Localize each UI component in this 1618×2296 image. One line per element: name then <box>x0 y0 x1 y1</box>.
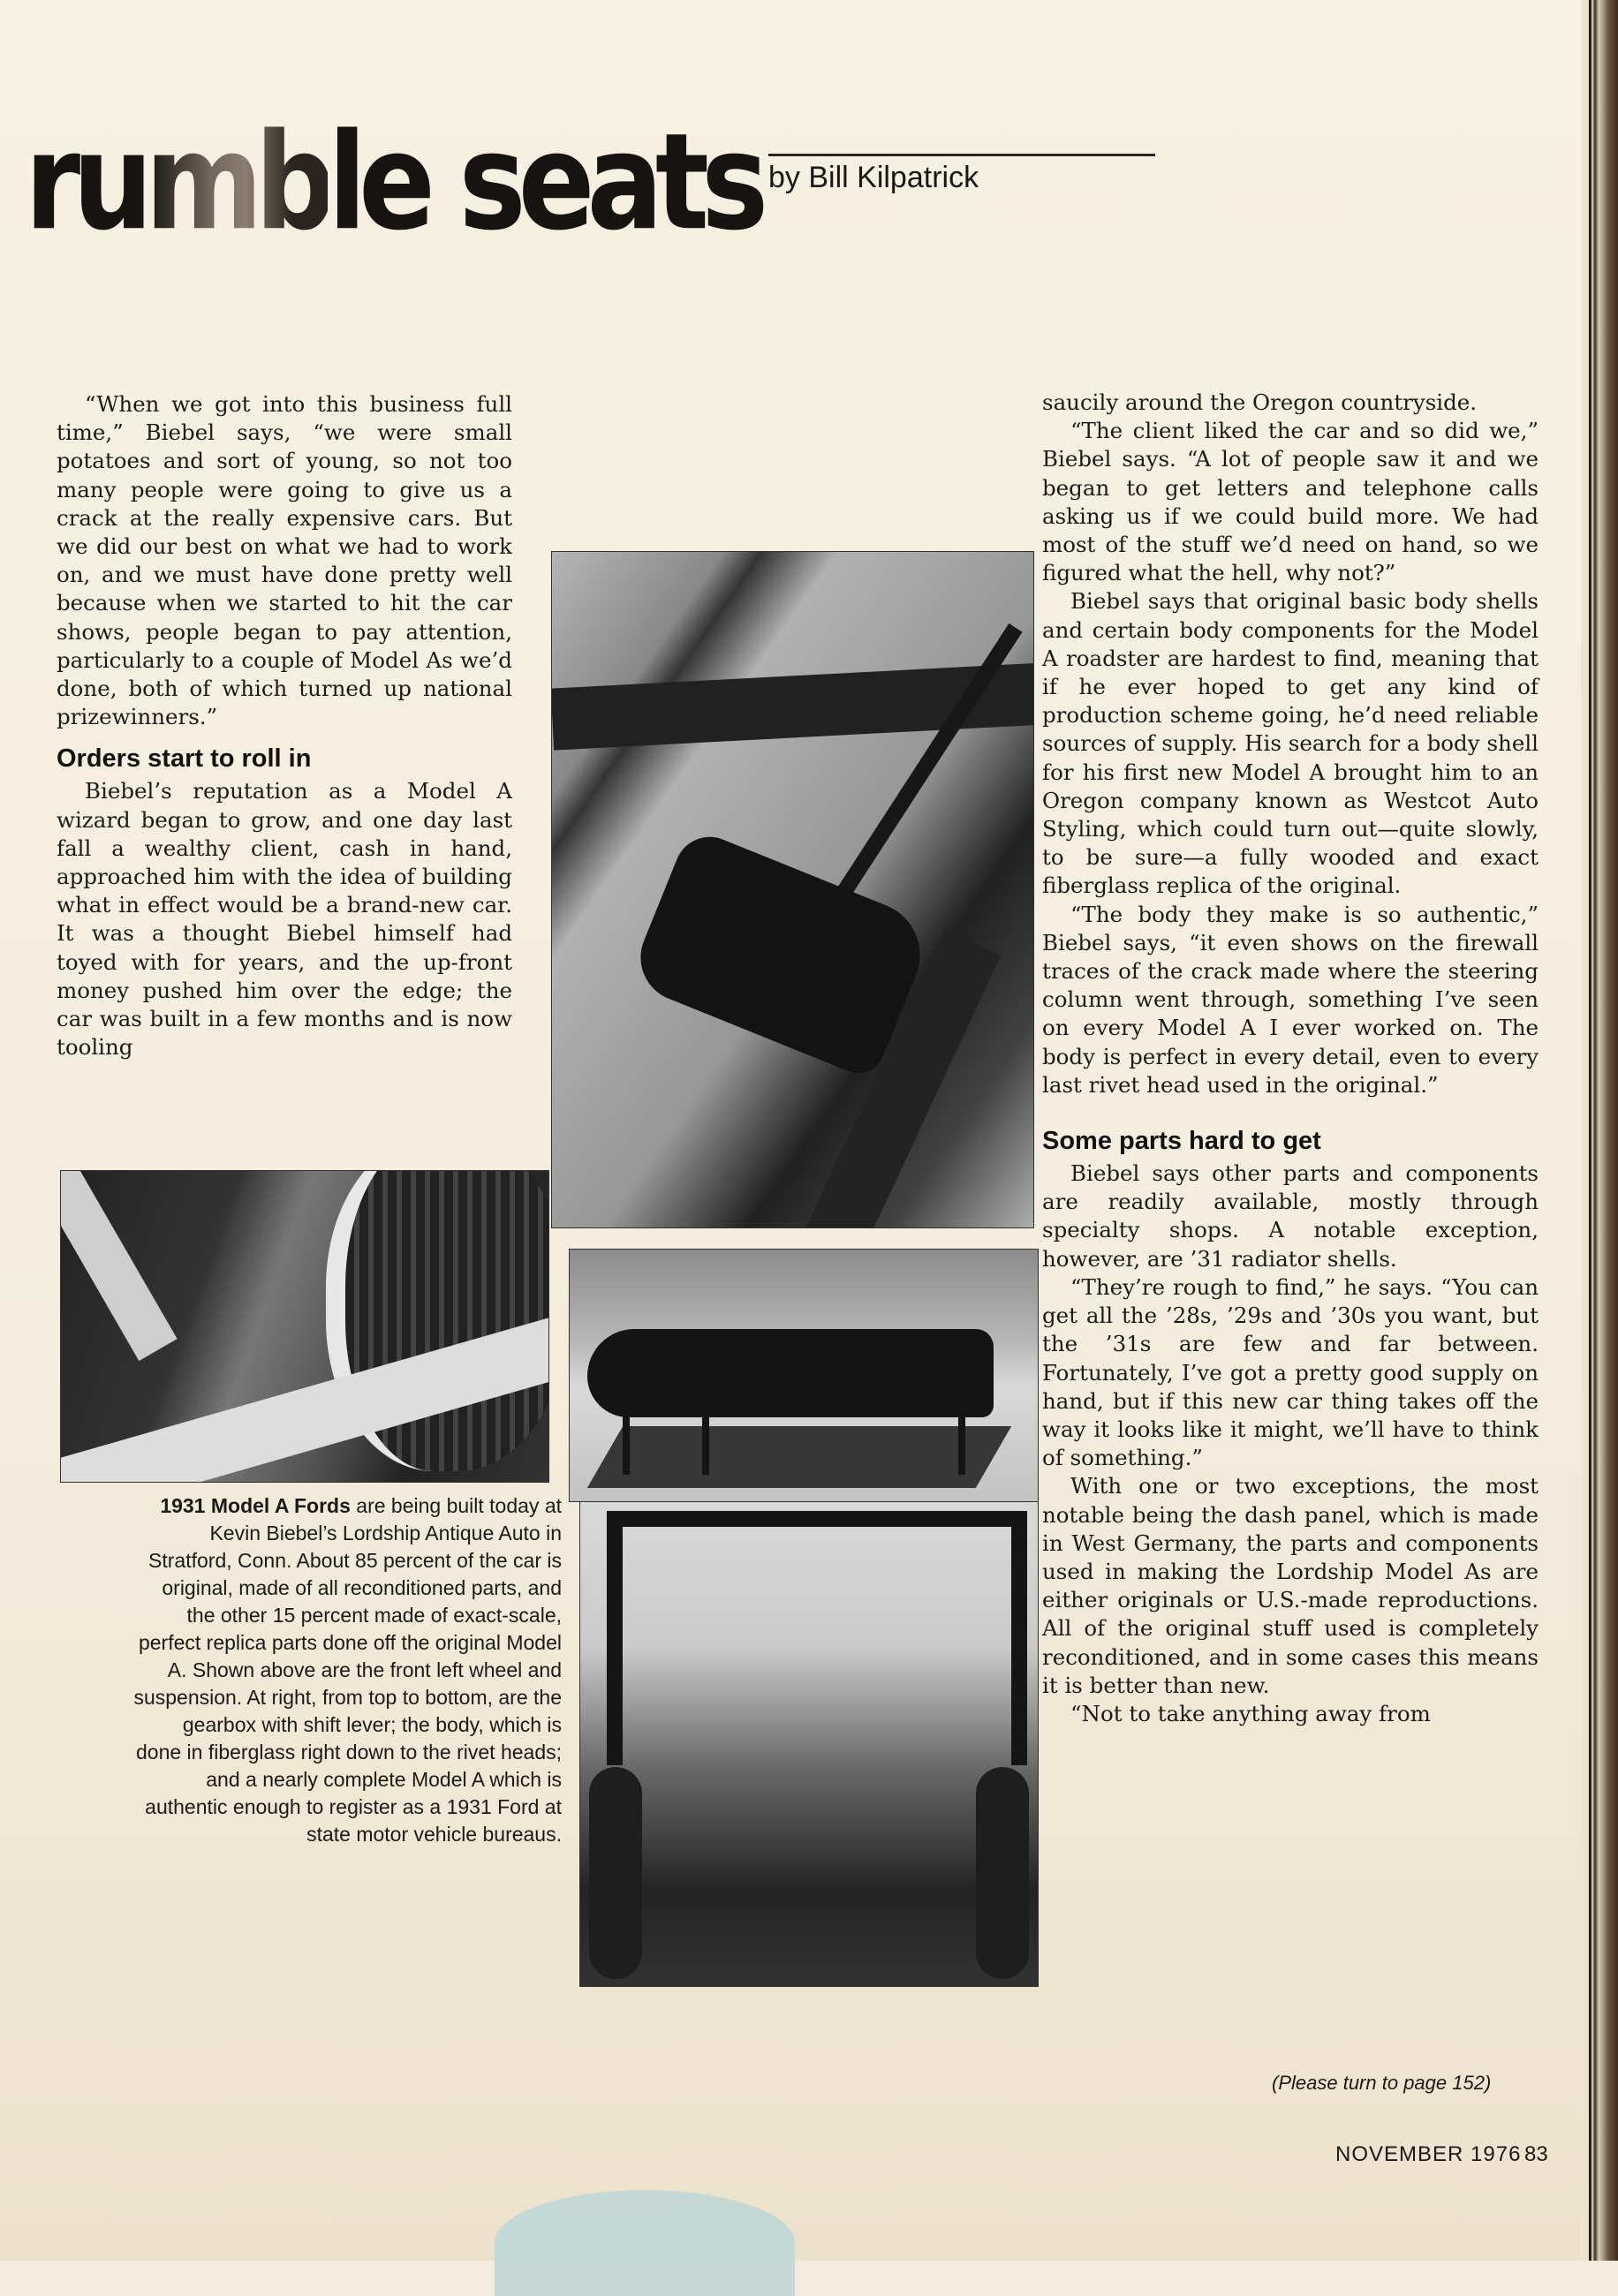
paragraph: “Not to take anything away from <box>1070 1700 1431 1726</box>
paragraph: “The body they make is so authentic,” Biebel says, “it even shows on the firewall traces of the crack made where the steering column went through, something I’ve seen on every Model A I ever worked on. The body is perfect in every detail, even to every last rivet head used in the original.” <box>1042 901 1539 1098</box>
page-gutter-line <box>1589 0 1592 2261</box>
subhead: Some parts hard to get <box>1042 1127 1321 1156</box>
paragraph: “They’re rough to find,” he says. “You can get all the ’28s, ’29s and ’30s you want, but the ’31s are few and far between. Fortunately, I’ve got a pretty good supply on hand, but if this new car thing takes off the way it looks like it might, we’ll have to think of something.” <box>1042 1273 1539 1471</box>
right-column <box>1042 389 1539 1728</box>
adjacent-page-edge <box>1581 0 1618 2261</box>
title-segment: le seats <box>328 105 761 261</box>
caption-lead: 1931 Model A Fords <box>160 1494 351 1517</box>
paragraph: “The client liked the car and so did we,” Biebel says. “A lot of people saw it and we began to get letters and telephone calls asking us if we could build more. We had most of the stuff we’d need on hand, so we figured what the hell, why not?” <box>1042 418 1539 586</box>
footer-page-number: 83 <box>1524 2142 1548 2166</box>
paragraph: “When we got into this business full time,” Biebel says, “we were small potatoes and sort of young, so not too many people were going to give us a crack at the really expensive cars. But we did our best on what we had to work on, and we must have done pretty well because when we started to hit the car shows, people began to pay attention, particularly to a couple of Model As we’d done, both of which turned up national prizewinners.” <box>57 391 512 730</box>
photo-detail-gearbox <box>627 827 935 1082</box>
photo-detail-stand-leg <box>958 1413 965 1475</box>
title-segment: ru <box>25 105 146 261</box>
article-title <box>25 105 761 261</box>
photo-detail-shadow <box>587 1426 1011 1488</box>
photo-body-shell <box>569 1249 1039 1502</box>
photo-gearbox <box>551 551 1034 1228</box>
paragraph: Biebel’s reputation as a Model A wizard began to grow, and one day last fall a wealthy client, cash in hand, approached him with the idea of building what in effect would be a brand-new car. It was a thought Biebel himself had toyed with for years, and the up-front money pushed him over the edge; the car was built in a few months and is now tooling <box>57 778 512 1061</box>
title-segment-gradient: mb <box>145 105 329 261</box>
byline-rule <box>768 154 1155 156</box>
paragraph: Biebel says other parts and components are readily available, mostly through specialty shops. A notable exception, however, are ’31 radiator shells. <box>1042 1160 1539 1272</box>
left-column <box>57 390 512 1061</box>
photo-detail-stand-leg <box>702 1413 709 1475</box>
photo-detail-tire <box>589 1767 642 1979</box>
photo-detail-shell <box>587 1329 994 1417</box>
paragraph: Biebel says that original basic body shells and certain body components for the Model A roadster are hardest to find, meaning that if he ever hoped to get any kind of production scheme going, he’d need reliable sources of supply. His search for a body shell for his first new Model A brought him to an Oregon company known as Westcot Auto Styling, which could turn out—quite slowly, to be sure—a fully wooded and exact fiberglass replica of the original. <box>1042 588 1539 899</box>
photo-detail-windshield-frame <box>607 1511 1027 1765</box>
subhead: Orders start to roll in <box>57 744 312 774</box>
photo-caption <box>132 1492 562 1848</box>
paragraph: With one or two exceptions, the most notable being the dash panel, which is made in West Germany, the parts and components used in making the Lordship Model As are either originals or U.S.-made reproductions. All of the original stuff used is completely reconditioned, and in some cases this means it is better than new. <box>1042 1473 1539 1698</box>
caption-text: are being built today at Kevin Biebel’s Lordship Antique Auto in Stratford, Conn. About 85 percent of the car is original, made of all reconditioned parts, and the other 15 percent made of exact-scale, perfect replica parts done off the original Model A. Shown above are the front left wheel and suspension. At right, from top to bottom, are the gearbox with shift lever; the body, which is done in fiberglass right down to the rivet heads; and a nearly complete Model A which is authentic enough to register as a 1931 Ford at state motor vehicle bureaus. <box>133 1494 562 1846</box>
photo-front-wheel <box>60 1170 549 1483</box>
photo-complete-car <box>579 1501 1039 1987</box>
photo-detail-tire <box>976 1767 1029 1979</box>
footer-issue-date: NOVEMBER 1976 <box>1335 2142 1522 2166</box>
background-cloth <box>495 2190 795 2296</box>
photo-detail-stand-leg <box>623 1413 630 1475</box>
photo-detail-fender-strip <box>60 1170 178 1361</box>
byline: by Bill Kilpatrick <box>768 161 979 194</box>
continued-notice: (Please turn to page 152) <box>1272 2072 1492 2094</box>
paragraph: saucily around the Oregon countryside. <box>1042 389 1478 415</box>
